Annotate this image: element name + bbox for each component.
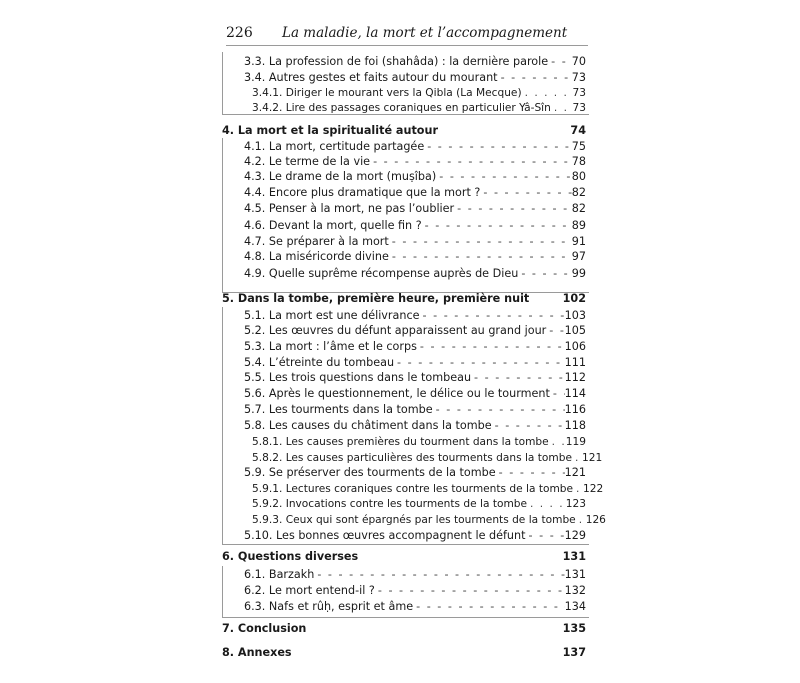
toc-page-number: 103 [564, 309, 586, 322]
toc-chapter [222, 646, 586, 660]
page-number: 226 [226, 25, 253, 41]
toc-page-number: 112 [564, 371, 586, 384]
dot-leader [422, 219, 572, 233]
toc-page-number: 106 [564, 340, 586, 353]
toc-subentry [252, 513, 606, 527]
toc-label: 4.5. Penser à la mort, ne pas l’oublier [244, 202, 455, 215]
toc-label: 6.1. Barzakh [244, 568, 315, 581]
toc-entry [244, 267, 586, 281]
dot-leader [550, 387, 565, 401]
dot-leader [375, 584, 565, 598]
toc-entry [244, 340, 586, 354]
dot-leader [551, 101, 573, 115]
dot-leader [389, 250, 572, 264]
toc-page-number: 91 [571, 235, 586, 248]
toc-label: 4.7. Se préparer à la mort [244, 235, 389, 248]
dot-leader [389, 235, 572, 249]
toc-label: 5.8.1. Les causes premières du tourment dans la tombe [252, 436, 549, 448]
toc-chapter [222, 292, 586, 306]
dot-leader [522, 86, 573, 100]
toc-entry [244, 55, 586, 69]
toc-page-number: 118 [564, 419, 586, 432]
toc-entry [244, 155, 586, 169]
toc-label: 3.4. Autres gestes et faits autour du mourant [244, 71, 498, 84]
toc-page-number: 121 [581, 452, 603, 464]
toc-label: 5.9.2. Invocations contre les tourments de la tombe [252, 498, 528, 510]
toc-page-number: 82 [571, 202, 586, 215]
toc-page-number: 135 [562, 622, 586, 635]
toc-entry [244, 529, 586, 543]
toc-label: 3.3. La profession de foi (shahâda) : la dernière parole [244, 55, 549, 68]
toc-label: 6.3. Nafs et rûḥ, esprit et âme [244, 600, 414, 613]
running-title: La maladie, la mort et l’accompagnement [282, 25, 568, 41]
toc-entry [244, 250, 586, 264]
toc-label: 5. Dans la tombe, première heure, première nuit [222, 292, 530, 305]
dot-leader [548, 55, 572, 69]
toc-page-number: 111 [564, 356, 586, 369]
toc-page-number: 131 [564, 568, 586, 581]
toc-label: 5.1. La mort est une délivrance [244, 309, 420, 322]
dot-leader [549, 435, 566, 449]
toc-entry [244, 419, 586, 433]
toc-entry [244, 219, 586, 233]
toc-label: 4.1. La mort, certitude partagée [244, 140, 425, 153]
toc-entry [244, 71, 586, 85]
toc-subentry [252, 101, 586, 115]
dot-leader [526, 529, 565, 543]
toc-label: 4. La mort et la spiritualité autour [222, 124, 438, 137]
toc-entry [244, 600, 586, 614]
toc-page-number: 75 [571, 140, 586, 153]
toc-label: 7. Conclusion [222, 622, 307, 635]
toc-page-number: 131 [562, 550, 586, 563]
dot-leader [527, 497, 566, 511]
dot-leader [573, 482, 583, 496]
toc-subentry [252, 451, 603, 465]
toc-page-number: 105 [564, 324, 586, 337]
dot-leader [546, 324, 564, 338]
dot-leader [413, 600, 565, 614]
toc-label: 3.4.2. Lire des passages coraniques en particulier Yâ-Sîn [252, 102, 551, 114]
dot-leader [417, 340, 565, 354]
toc-page-number: 89 [571, 219, 586, 232]
toc-page-number: 80 [571, 170, 586, 183]
toc-page-number: 132 [564, 584, 586, 597]
toc-entry [244, 170, 586, 184]
toc-entry [244, 356, 586, 370]
toc-label: 5.7. Les tourments dans la tombe [244, 403, 433, 416]
toc-chapter [222, 622, 586, 636]
dot-leader [424, 140, 572, 154]
toc-page-number: 126 [585, 514, 606, 526]
toc-label: 4.8. La miséricorde divine [244, 250, 389, 263]
toc-label: 6.2. Le mort entend-il ? [244, 584, 375, 597]
toc-label: 5.6. Après le questionnement, le délice ou le tourment [244, 387, 550, 400]
toc-label: 5.2. Les œuvres du défunt apparaissent au grand jour [244, 324, 547, 337]
toc-label: 4.9. Quelle suprême récompense auprès de Dieu [244, 267, 519, 280]
toc-label: 4.2. Le terme de la vie [244, 155, 371, 168]
dot-leader [518, 267, 571, 281]
toc-label: 5.3. La mort : l’âme et le corps [244, 340, 417, 353]
toc-page-number: 137 [562, 646, 586, 659]
toc-entry [244, 403, 586, 417]
toc-subentry [252, 435, 586, 449]
dot-leader [496, 466, 565, 480]
dot-leader [454, 202, 572, 216]
toc-label: 4.4. Encore plus dramatique que la mort ? [244, 186, 481, 199]
dot-leader [420, 309, 565, 323]
toc-page-number: 134 [564, 600, 586, 613]
toc-chapter [222, 124, 586, 138]
toc-entry [244, 371, 586, 385]
dot-leader [394, 356, 565, 370]
toc-label: 5.8.2. Les causes particulières des tourments dans la tombe [252, 452, 572, 464]
dot-leader [436, 170, 572, 184]
toc-page-number: 129 [564, 529, 586, 542]
toc-page-number: 121 [564, 466, 586, 479]
toc-label: 5.9. Se préserver des tourments de la tombe [244, 466, 496, 479]
dot-leader [576, 513, 586, 527]
toc-page-number: 97 [571, 250, 586, 263]
toc-page-number: 119 [565, 436, 586, 448]
toc-chapter [222, 550, 586, 564]
dot-leader [498, 71, 572, 85]
toc-subentry [252, 497, 586, 511]
toc-page-number: 73 [572, 102, 586, 114]
toc-entry [244, 140, 586, 154]
toc-page-number: 116 [564, 403, 586, 416]
dot-leader [572, 451, 582, 465]
toc-label: 5.8. Les causes du châtiment dans la tombe [244, 419, 492, 432]
toc-page-number: 122 [583, 483, 604, 495]
toc-entry [244, 324, 586, 338]
toc-entry [244, 584, 586, 598]
toc-label: 5.10. Les bonnes œuvres accompagnent le défunt [244, 529, 526, 542]
toc-label: 5.4. L’étreinte du tombeau [244, 356, 395, 369]
toc-entry [244, 202, 586, 216]
toc-label: 4.3. Le drame de la mort (muṣîba) [244, 170, 437, 183]
toc-page-number: 123 [565, 498, 586, 510]
toc-page-number: 74 [570, 124, 586, 137]
toc-subentry [252, 86, 586, 100]
toc-page-number: 73 [571, 71, 586, 84]
toc-label: 6. Questions diverses [222, 550, 359, 563]
toc-page-number: 114 [564, 387, 586, 400]
toc-label: 5.5. Les trois questions dans le tombeau [244, 371, 472, 384]
toc-entry [244, 387, 586, 401]
toc-label: 3.4.1. Diriger le mourant vers la Qibla (La Mecque) [252, 87, 522, 99]
toc-label: 4.6. Devant la mort, quelle fin ? [244, 219, 422, 232]
dot-leader [471, 371, 565, 385]
toc-page-number: 99 [571, 267, 586, 280]
dot-leader [314, 568, 564, 582]
toc-page-number: 102 [562, 292, 586, 305]
toc-entry [244, 309, 586, 323]
toc-label: 8. Annexes [222, 646, 292, 659]
toc-entry [244, 568, 586, 582]
toc-label: 5.9.1. Lectures coraniques contre les tourments de la tombe [252, 483, 574, 495]
toc-subentry [252, 482, 604, 496]
toc-page-number: 78 [571, 155, 586, 168]
dot-leader [480, 186, 571, 200]
toc-label: 5.9.3. Ceux qui sont épargnés par les tourments de la tombe [252, 514, 576, 526]
dot-leader [492, 419, 565, 433]
toc-entry [244, 235, 586, 249]
toc-entry [244, 186, 586, 200]
dot-leader [370, 155, 572, 169]
toc-entry [244, 466, 586, 480]
toc-page-number: 70 [571, 55, 586, 68]
dot-leader [433, 403, 565, 417]
toc-page-number: 82 [571, 186, 586, 199]
toc-page-number: 73 [572, 87, 586, 99]
